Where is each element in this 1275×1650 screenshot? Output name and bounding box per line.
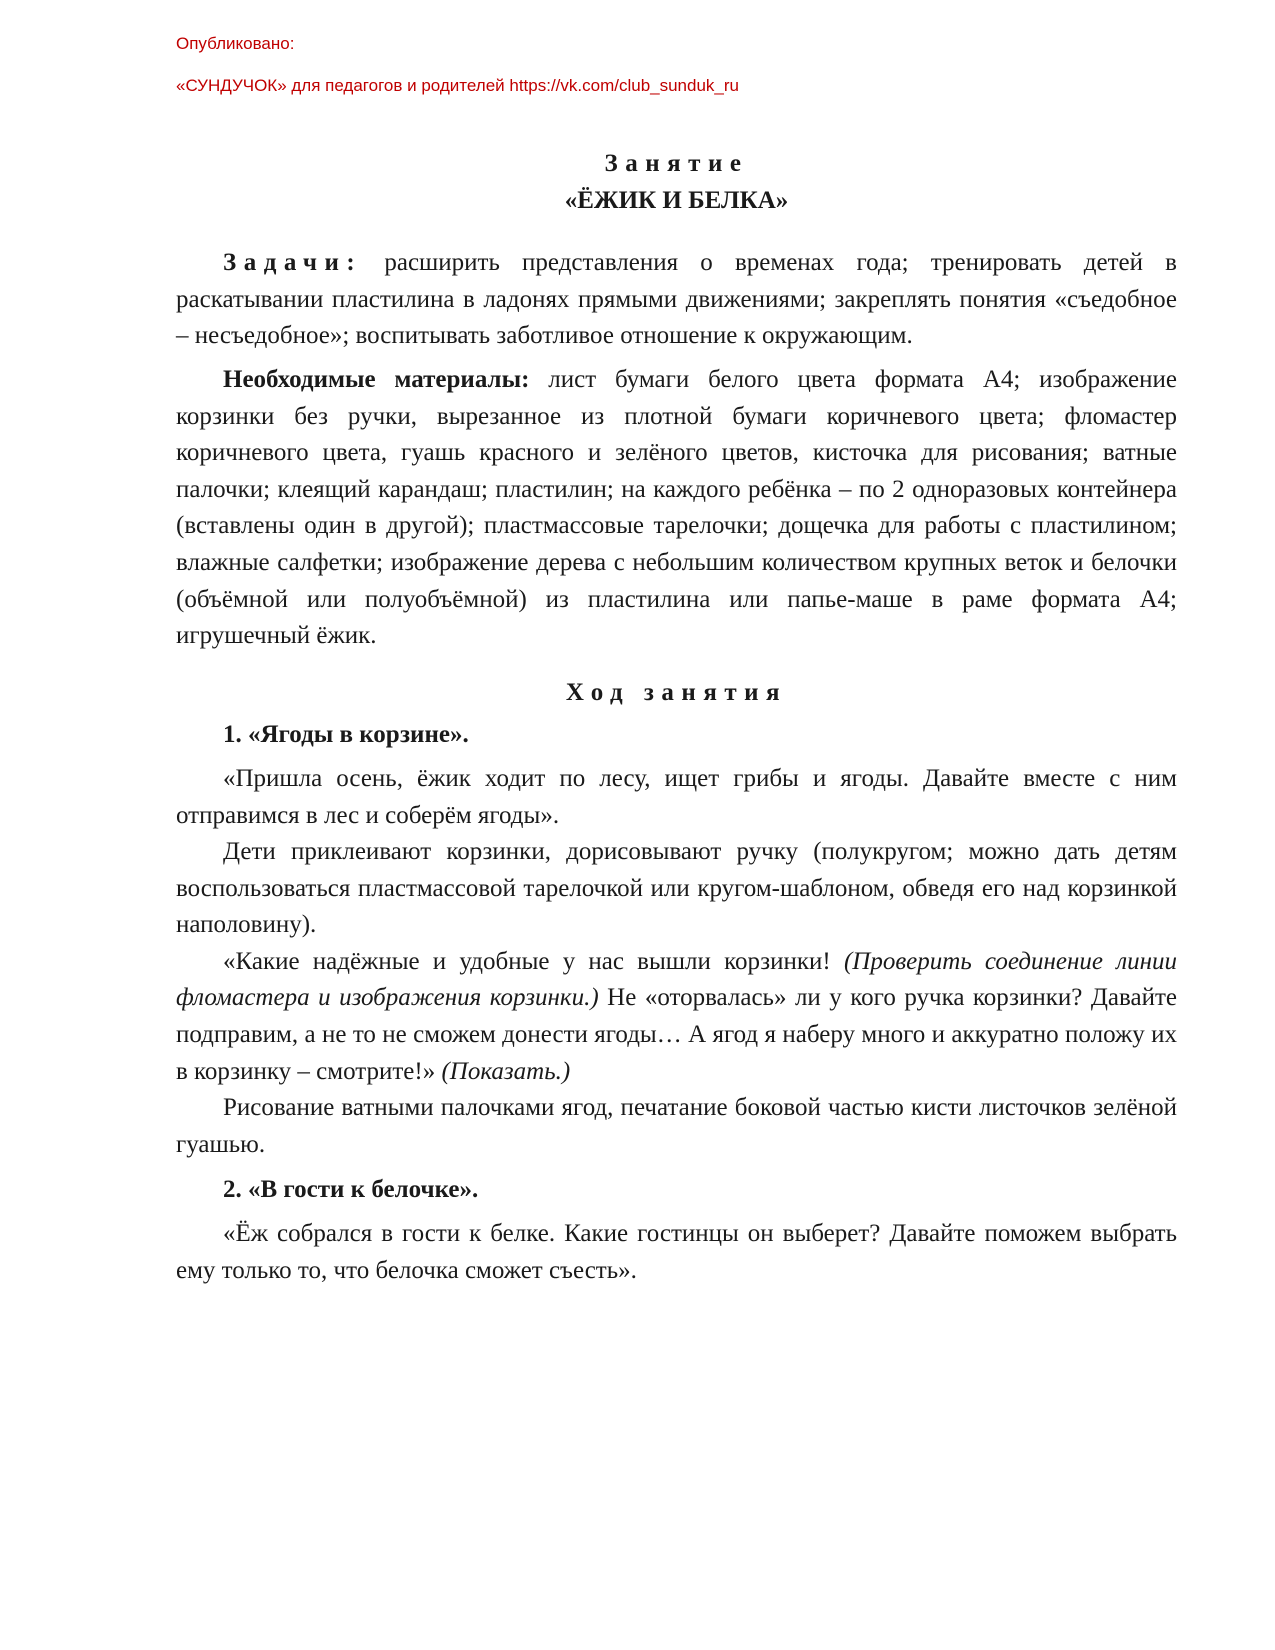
materials-text: лист бумаги белого цвета формата А4; изображение корзинки без ручки, вырезанное из плотной бумаги коричневого цвета; фломастер коричневого цвета, гуашь красного и зелёного цветов, кисточка для рисования; ватные палочки; клеящий карандаш; пластилин; на каждого ребёнка – по 2 одноразовых контейнера (вставлены один в другой); пластмассовые тарелочки; дощечка для работы с пластилином; влажные салфетки; изображение дерева с небольшим количеством крупных веток и белочки (объёмной или полуобъёмной) из пластилина или папье-маше в раме формата А4; игрушечный ёжик. — [176, 365, 1177, 650]
publication-label: Опубликовано: — [176, 34, 295, 53]
materials-paragraph — [176, 362, 1177, 655]
section1-p3-remark-a: (Проверить соединение линии фломастера и изображения корзинки.) — [176, 947, 1178, 1012]
materials-label: Необходимые материалы: — [223, 365, 530, 393]
section2-paragraph-1: «Ёж собрался в гости к белке. Какие гостинцы он выберет? Давайте поможем выбрать ему только то, что белочка сможет съесть». — [176, 1220, 1177, 1284]
section2-heading: 2. «В гости к белочке». — [223, 1176, 479, 1204]
document-body — [176, 146, 1177, 1296]
section1-p3-remark-b: (Показать.) — [441, 1057, 571, 1085]
lesson-title: «ЁЖИК И БЕЛКА» — [564, 186, 789, 214]
lesson-label: Занятие — [604, 150, 749, 177]
section1-paragraph-3 — [176, 944, 1177, 1090]
progress-heading: Ход занятия — [565, 678, 788, 706]
publication-source: «СУНДУЧОК» для педагогов и родителей https://vk.com/club_sunduk_ru — [176, 76, 739, 95]
section1-heading: 1. «Ягоды в корзине». — [223, 721, 469, 749]
section1-p3-speech-a: «Какие надёжные и удобные у нас вышли корзинки! — [223, 947, 844, 975]
section1-paragraph-1: «Пришла осень, ёжик ходит по лесу, ищет грибы и ягоды. Давайте вместе с ним отправимся в лес и соберём ягоды». — [176, 764, 1177, 829]
tasks-text: расширить представления о временах года; тренировать детей в раскатывании пластилина в ладонях прямыми движениями; закреплять понятия «съедобное – несъедобное»; воспитывать заботливое отношение к окружающим. — [176, 249, 1177, 350]
tasks-label: Задачи: — [223, 249, 363, 277]
section1-p3-speech-b: Не «оторвалась» ли у кого ручка корзинки? Давайте подправим, а не то не сможем донести ягоды… А ягод я наберу много и аккуратно положу их в корзинку – смотрите!» — [176, 984, 1177, 1085]
section1-paragraph-4: Рисование ватными палочками ягод, печатание боковой частью кисти листочков зелёной гуашью. — [176, 1094, 1177, 1158]
section1-paragraph-2: Дети приклеивают корзинки, дорисовывают ручку (полукругом; можно дать детям воспользоваться пластмассовой тарелочкой или кругом-шаблоном, обведя его над корзинкой наполовину). — [176, 838, 1177, 939]
tasks-paragraph — [176, 245, 1177, 355]
